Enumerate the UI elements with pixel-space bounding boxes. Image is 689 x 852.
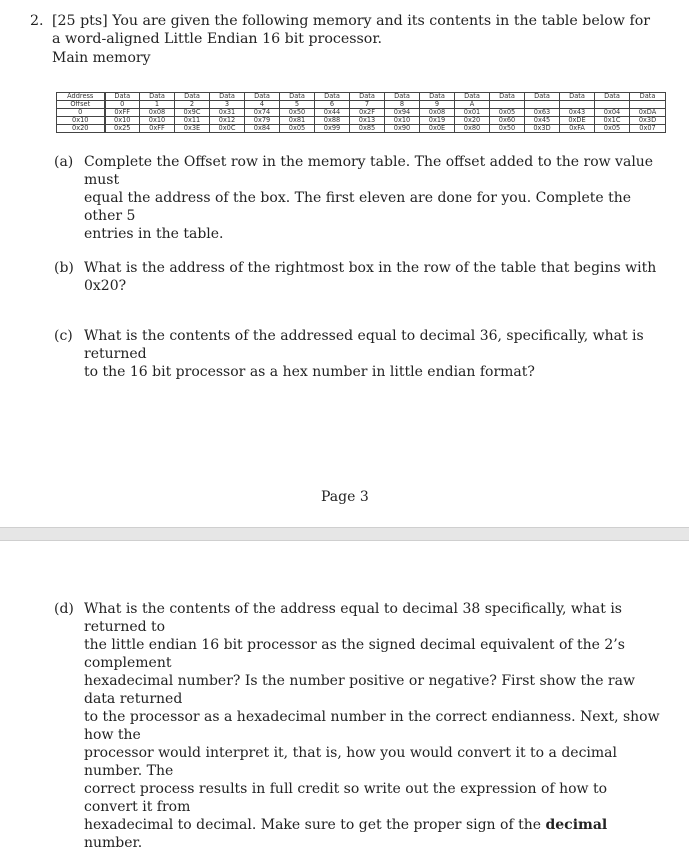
table-cell [630,101,666,109]
table-cell: 0x10 [385,117,420,125]
table-cell: 0xDA [630,109,666,117]
table-cell: 0x31 [210,109,245,117]
table-cell: 0x25 [105,125,140,133]
table-cell: 0x11 [175,117,210,125]
main-memory-label: Main memory [52,50,151,66]
table-cell: 0x80 [455,125,490,133]
table-cell: Data [490,93,525,101]
part-d-line: hexadecimal number? Is the number positive or negative? First show the raw data returned [84,673,635,707]
table-cell: 0x2F [350,109,385,117]
page-number: Page 3 [321,489,369,505]
page-separator [0,527,689,541]
part-a-text [84,153,664,243]
table-cell: Data [630,93,666,101]
table-cell: A [455,101,490,109]
table-row-label: 0x20 [57,125,105,133]
table-cell: 6 [315,101,350,109]
table-cell: 7 [350,101,385,109]
table-cell: 0x94 [385,109,420,117]
part-b-text [84,259,664,295]
table-cell: 9 [420,101,455,109]
table-cell: 0x3E [175,125,210,133]
part-d-text [84,600,664,852]
table-cell: 0x74 [245,109,280,117]
table-offset-row [57,101,666,109]
part-a-line: Complete the Offset row in the memory table. The offset added to the row value must [84,154,654,188]
table-cell: 0x05 [595,125,630,133]
part-d-last-end: number. [84,835,143,851]
part-d-line: to the processor as a hexadecimal number in the correct endianness. Next, show how the [84,709,660,743]
table-cell: Data [525,93,560,101]
table-row-label: 0x10 [57,117,105,125]
part-a-label: (a) [54,154,74,170]
table-cell: 0x84 [245,125,280,133]
part-c-line: What is the contents of the addressed equal to decimal 36, specifically, what is returned [84,328,644,362]
table-cell: Data [175,93,210,101]
table-cell: 0x01 [455,109,490,117]
table-cell: 1 [140,101,175,109]
table-cell: 0x05 [490,109,525,117]
table-cell [490,101,525,109]
page-4 [0,541,689,851]
table-cell: 5 [280,101,315,109]
table-header-row [57,93,666,101]
part-a-line: equal the address of the box. The first eleven are done for you. Complete the other 5 [84,190,632,224]
table-cell: 0x20 [455,117,490,125]
part-d-line: the little endian 16 bit processor as the signed decimal equivalent of the 2’s complement [84,637,625,671]
table-cell: 0x44 [315,109,350,117]
part-a-line: entries in the table. [84,226,224,242]
table-cell: 0x3D [525,125,560,133]
table-cell: Data [315,93,350,101]
table-cell: Data [280,93,315,101]
table-cell: Data [350,93,385,101]
table-cell: 0x43 [560,109,595,117]
part-d-line: correct process results in full credit so write out the expression of how to convert it from [84,781,608,815]
table-cell: 0x3D [630,117,666,125]
part-c-text [84,327,664,381]
question-text: [25 pts] You are given the following memory and its contents in the table below for a word-aligned Little Endian 16 bit processor. [52,13,651,47]
table-cell: 3 [210,101,245,109]
table-cell: 0x50 [280,109,315,117]
table-cell: 0x12 [210,117,245,125]
table-cell: Data [105,93,140,101]
table-cell: 0x90 [385,125,420,133]
table-cell: 0x10 [105,117,140,125]
table-row [57,109,666,117]
table-cell: 0x99 [315,125,350,133]
table-cell: Data [455,93,490,101]
table-cell: 8 [385,101,420,109]
part-c-line: to the 16 bit processor as a hex number in little endian format? [84,364,535,380]
table-cell: 0x07 [630,125,666,133]
table-cell: Data [245,93,280,101]
question-number: 2. [30,13,44,29]
table-cell: 0xFF [140,125,175,133]
table-cell: Data [140,93,175,101]
table-cell: 0x04 [595,109,630,117]
part-c-label: (c) [54,328,73,344]
table-cell: 0x0E [420,125,455,133]
table-cell: 0xDE [560,117,595,125]
table-cell: 0x1C [595,117,630,125]
table-cell [560,101,595,109]
table-cell: 2 [175,101,210,109]
part-d-last-text: hexadecimal to decimal. Make sure to get the proper sign of the [84,817,546,833]
table-cell: Data [560,93,595,101]
table-cell: Data [385,93,420,101]
part-d-bold-word: decimal [545,817,608,833]
table-cell [525,101,560,109]
part-b-label: (b) [54,260,74,276]
part-d-label: (d) [54,601,74,617]
table-row-label: 0 [57,109,105,117]
table-cell: 0x9C [175,109,210,117]
part-b-line: What is the address of the rightmost box in the row of the table that begins with 0x20? [84,260,657,294]
table-cell: 0x50 [490,125,525,133]
table-row [57,117,666,125]
table-cell: 0x13 [350,117,385,125]
table-row [57,125,666,133]
table-row-label: Offset [57,101,105,109]
table-cell: 0x08 [420,109,455,117]
part-d-line [84,816,664,852]
table-cell: 0x88 [315,117,350,125]
table-cell: 0x60 [490,117,525,125]
table-cell [595,101,630,109]
table-cell: 0x79 [245,117,280,125]
table-cell: 0x05 [280,125,315,133]
table-cell: Data [210,93,245,101]
table-cell: 0x85 [350,125,385,133]
table-cell: 0x08 [140,109,175,117]
table-cell: 0x45 [525,117,560,125]
part-d-line: What is the contents of the address equal to decimal 38 specifically, what is returned to [84,601,622,635]
memory-table [56,92,666,133]
table-cell: 0x63 [525,109,560,117]
table-cell: 0x19 [420,117,455,125]
table-cell: Data [420,93,455,101]
table-cell: 0x10 [140,117,175,125]
table-row-label: Address [57,93,105,101]
table-cell: 0 [105,101,140,109]
table-cell: 0x0C [210,125,245,133]
table-cell: 0x81 [280,117,315,125]
table-cell: 0xFF [105,109,140,117]
table-cell: Data [595,93,630,101]
table-cell: 4 [245,101,280,109]
table-cell: 0xFA [560,125,595,133]
part-d-line: processor would interpret it, that is, how you would convert it to a decimal number. The [84,745,617,779]
